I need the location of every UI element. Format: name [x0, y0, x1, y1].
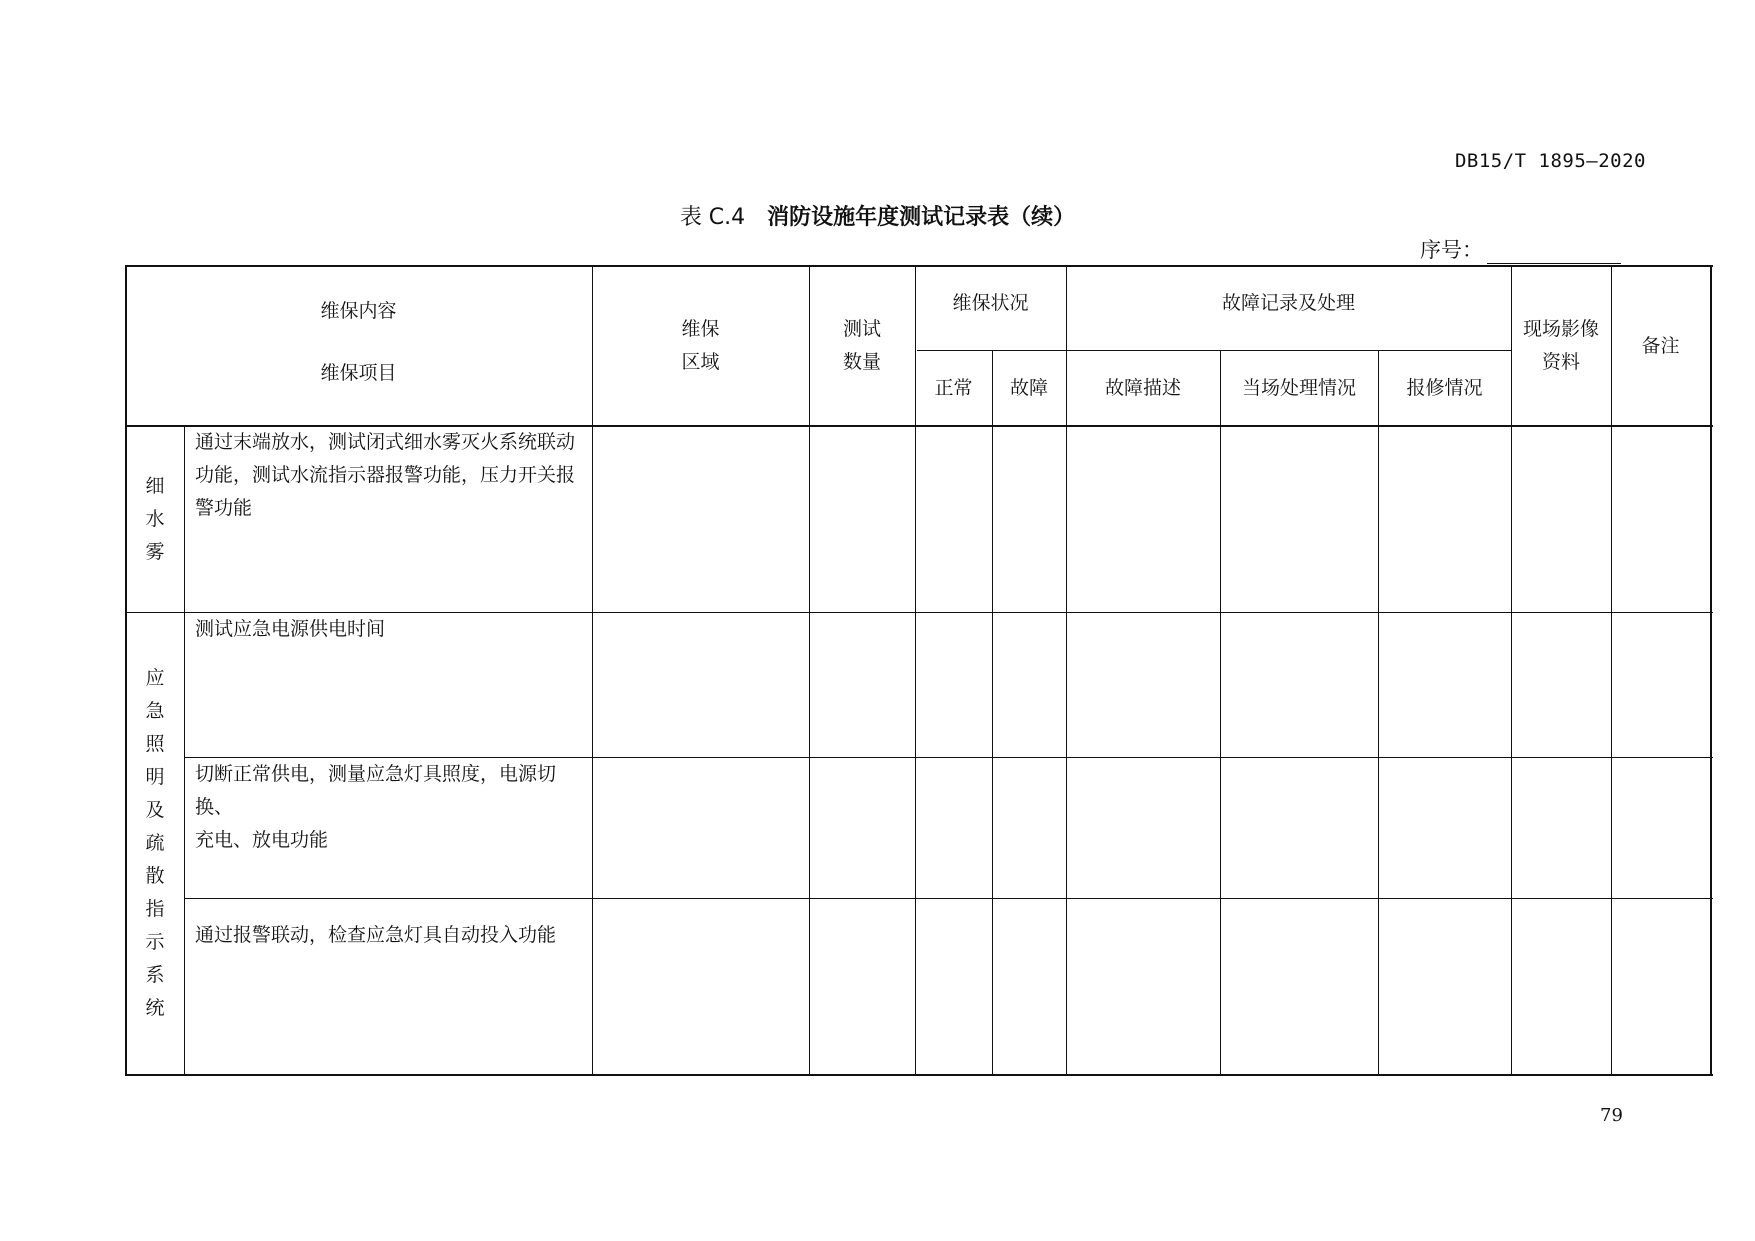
header-photo-line2: 资料: [1541, 350, 1580, 373]
item-text-line: 通过报警联动，检查应急灯具自动投入功能: [195, 924, 557, 946]
table-row: [185, 613, 592, 757]
item-text-line: 充电、放电功能: [195, 829, 329, 851]
header-test-qty-line2: 数量: [842, 350, 881, 373]
item-text-line: 功能，测试水流指示器报警功能，压力开关报: [195, 464, 576, 486]
header-repair-status: 报修情况: [1406, 377, 1483, 399]
header-maint-area: [592, 266, 809, 425]
item-text-line: 警功能: [195, 497, 253, 519]
header-fault: 故障: [1009, 377, 1048, 399]
group-name-emergency-lighting: 应 急 照 明 及 疏 散 指 示 系 统: [145, 667, 165, 1019]
serial-label: 序号：: [1420, 238, 1483, 262]
item-text-line: 测试应急电源供电时间: [195, 618, 386, 640]
header-test-qty: [809, 266, 915, 425]
header-test-qty-line1: 测试: [842, 317, 881, 340]
header-photo-line1: 现场影像: [1522, 317, 1599, 340]
table-code: 表 C.4: [679, 205, 746, 230]
header-maint-area-line1: 维保: [681, 317, 720, 340]
header-maint-area-line2: 区域: [681, 350, 720, 373]
header-remark: 备注: [1641, 334, 1680, 357]
header-maint-item: 维保项目: [320, 362, 397, 384]
header-normal: 正常: [934, 377, 973, 399]
page-number: 79: [1600, 1105, 1623, 1126]
item-text-line: 切断正常供电，测量应急灯具照度，电源切换、: [195, 763, 557, 818]
header-maint-status: 维保状况: [952, 292, 1029, 314]
header-fault-record: 故障记录及处理: [1221, 292, 1355, 314]
table-row: [185, 426, 592, 612]
header-maint-content: 维保内容: [320, 300, 397, 322]
standard-code: DB15/T 1895—2020: [1454, 150, 1646, 172]
item-text-line: 通过末端放水，测试闭式细水雾灭火系统联动: [195, 431, 576, 453]
header-photo-data: [1511, 266, 1611, 425]
table-title-text: 消防设施年度测试记录表（续）: [767, 205, 1076, 230]
group-name-water-mist: 细 水 雾: [145, 474, 165, 563]
header-fault-desc: 故障描述: [1104, 377, 1181, 399]
table-row: [185, 758, 592, 898]
header-onsite-handling: 当场处理情况: [1241, 377, 1356, 399]
table-row: [185, 899, 592, 1074]
